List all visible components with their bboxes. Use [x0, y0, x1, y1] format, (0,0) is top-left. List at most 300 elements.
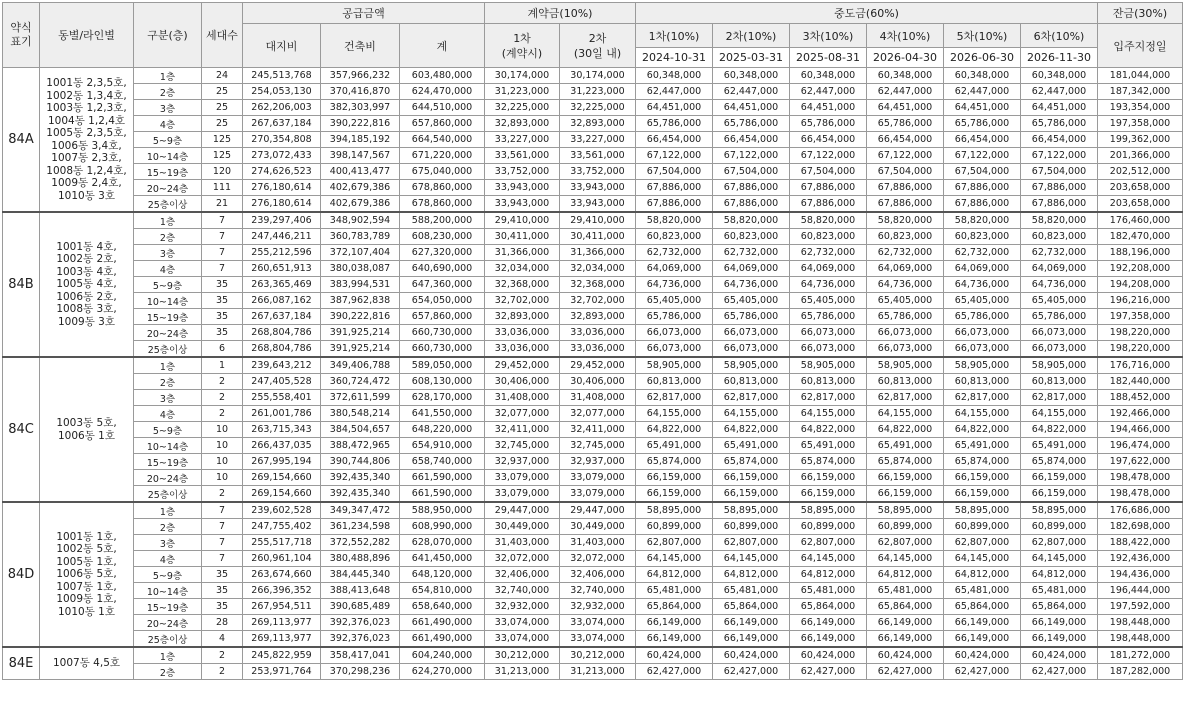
table-cell: 10 [202, 438, 243, 454]
table-cell: 188,452,000 [1098, 390, 1183, 406]
table-row [3, 422, 1183, 438]
table-cell: 239,602,528 [243, 502, 321, 519]
table-cell: 33,943,000 [485, 180, 560, 196]
table-cell: 678,860,000 [400, 180, 485, 196]
table-cell: 32,225,000 [560, 100, 636, 116]
table-cell: 7 [202, 212, 243, 229]
table-cell: 64,145,000 [867, 551, 944, 567]
table-cell: 33,036,000 [560, 325, 636, 341]
table-cell: 30,406,000 [560, 374, 636, 390]
table-cell: 266,087,162 [243, 293, 321, 309]
table-cell: 125 [202, 148, 243, 164]
table-cell: 66,159,000 [1021, 470, 1098, 486]
table-cell: 67,886,000 [1021, 196, 1098, 213]
table-cell: 65,481,000 [1021, 583, 1098, 599]
table-cell: 2층 [134, 84, 202, 100]
table-cell: 64,822,000 [790, 422, 867, 438]
table-cell: 604,240,000 [400, 647, 485, 664]
table-row [3, 180, 1183, 196]
table-cell: 64,145,000 [790, 551, 867, 567]
table-cell: 198,478,000 [1098, 470, 1183, 486]
table-cell: 33,227,000 [485, 132, 560, 148]
table-cell: 64,069,000 [790, 261, 867, 277]
table-cell: 65,864,000 [790, 599, 867, 615]
table-cell: 32,937,000 [485, 454, 560, 470]
table-cell: 60,823,000 [636, 229, 713, 245]
table-cell: 66,073,000 [636, 341, 713, 358]
table-cell: 7 [202, 229, 243, 245]
table-cell: 4층 [134, 406, 202, 422]
table-cell: 269,154,660 [243, 486, 321, 503]
table-cell: 60,813,000 [1021, 374, 1098, 390]
table-cell: 65,491,000 [867, 438, 944, 454]
table-cell: 25층이상 [134, 486, 202, 503]
table-cell: 192,208,000 [1098, 261, 1183, 277]
table-cell: 62,732,000 [944, 245, 1021, 261]
table-cell: 15~19층 [134, 454, 202, 470]
interim-date: 2024-10-31 [636, 48, 713, 68]
table-cell: 62,732,000 [790, 245, 867, 261]
table-cell: 202,512,000 [1098, 164, 1183, 180]
table-cell: 273,072,433 [243, 148, 321, 164]
table-cell: 32,893,000 [560, 116, 636, 132]
balance-header: 잔금(30%) [1098, 3, 1183, 24]
table-cell: 654,910,000 [400, 438, 485, 454]
table-cell: 193,354,000 [1098, 100, 1183, 116]
deposit-2-header: 2차 (30일 내) [560, 24, 636, 68]
table-cell: 30,212,000 [485, 647, 560, 664]
table-cell: 263,365,469 [243, 277, 321, 293]
table-cell: 266,396,352 [243, 583, 321, 599]
table-cell: 67,122,000 [790, 148, 867, 164]
table-cell: 33,036,000 [485, 341, 560, 358]
table-cell: 661,490,000 [400, 615, 485, 631]
table-row [3, 100, 1183, 116]
table-cell: 64,736,000 [713, 277, 790, 293]
table-cell: 58,820,000 [867, 212, 944, 229]
table-cell: 66,073,000 [713, 341, 790, 358]
table-cell: 62,817,000 [1021, 390, 1098, 406]
table-cell: 182,470,000 [1098, 229, 1183, 245]
table-cell: 400,413,477 [321, 164, 400, 180]
table-cell: 62,732,000 [867, 245, 944, 261]
table-cell: 32,932,000 [485, 599, 560, 615]
table-cell: 67,886,000 [944, 180, 1021, 196]
table-cell: 4층 [134, 261, 202, 277]
table-cell: 67,504,000 [1021, 164, 1098, 180]
table-cell: 60,813,000 [867, 374, 944, 390]
table-cell: 65,786,000 [790, 309, 867, 325]
table-cell: 197,358,000 [1098, 309, 1183, 325]
table-cell: 33,227,000 [560, 132, 636, 148]
table-cell: 66,073,000 [1021, 325, 1098, 341]
table-cell: 62,427,000 [1021, 664, 1098, 680]
table-cell: 65,405,000 [867, 293, 944, 309]
table-cell: 10~14층 [134, 148, 202, 164]
table-cell: 6 [202, 341, 243, 358]
table-cell: 255,558,401 [243, 390, 321, 406]
table-row [3, 551, 1183, 567]
table-row [3, 374, 1183, 390]
table-cell: 647,360,000 [400, 277, 485, 293]
table-cell: 29,410,000 [485, 212, 560, 229]
table-cell: 58,895,000 [790, 502, 867, 519]
table-row [3, 277, 1183, 293]
table-cell: 7 [202, 535, 243, 551]
table-cell: 67,122,000 [713, 148, 790, 164]
table-cell: 641,550,000 [400, 406, 485, 422]
table-cell: 380,038,087 [321, 261, 400, 277]
table-cell: 608,230,000 [400, 229, 485, 245]
table-row [3, 567, 1183, 583]
table-cell: 65,481,000 [867, 583, 944, 599]
table-cell: 66,159,000 [944, 486, 1021, 503]
table-cell: 64,736,000 [867, 277, 944, 293]
interim-date: 2026-06-30 [944, 48, 1021, 68]
table-cell: 65,491,000 [636, 438, 713, 454]
table-cell: 67,886,000 [867, 180, 944, 196]
table-cell: 62,447,000 [944, 84, 1021, 100]
table-cell: 198,220,000 [1098, 325, 1183, 341]
table-cell: 60,823,000 [867, 229, 944, 245]
table-cell: 390,744,806 [321, 454, 400, 470]
table-cell: 67,886,000 [713, 180, 790, 196]
table-cell: 20~24층 [134, 615, 202, 631]
table-cell: 29,452,000 [485, 357, 560, 374]
table-cell: 64,155,000 [636, 406, 713, 422]
table-cell: 245,513,768 [243, 68, 321, 84]
table-cell: 182,440,000 [1098, 374, 1183, 390]
table-cell: 7 [202, 519, 243, 535]
table-cell: 648,220,000 [400, 422, 485, 438]
table-cell: 35 [202, 309, 243, 325]
dong-line-header: 동별/라인별 [40, 3, 134, 68]
table-cell: 67,886,000 [790, 196, 867, 213]
table-cell: 60,823,000 [944, 229, 1021, 245]
type-code-cell: 84B [3, 212, 40, 357]
table-cell: 65,874,000 [1021, 454, 1098, 470]
table-cell: 58,895,000 [1021, 502, 1098, 519]
table-cell: 62,427,000 [713, 664, 790, 680]
table-cell: 176,716,000 [1098, 357, 1183, 374]
table-cell: 33,074,000 [485, 615, 560, 631]
table-cell: 2 [202, 664, 243, 680]
table-cell: 60,823,000 [713, 229, 790, 245]
table-cell: 4층 [134, 551, 202, 567]
table-cell: 32,740,000 [560, 583, 636, 599]
table-cell: 65,481,000 [636, 583, 713, 599]
table-cell: 31,223,000 [485, 84, 560, 100]
table-cell: 31,213,000 [560, 664, 636, 680]
table-cell: 198,448,000 [1098, 615, 1183, 631]
table-cell: 276,180,614 [243, 180, 321, 196]
table-cell: 62,817,000 [944, 390, 1021, 406]
dong-line-cell: 1003동 5호, 1006동 1호 [40, 357, 134, 502]
table-cell: 32,702,000 [485, 293, 560, 309]
table-cell: 269,113,977 [243, 631, 321, 648]
table-cell: 64,155,000 [790, 406, 867, 422]
table-cell: 239,643,212 [243, 357, 321, 374]
table-cell: 64,736,000 [1021, 277, 1098, 293]
table-row [3, 470, 1183, 486]
table-cell: 187,342,000 [1098, 84, 1183, 100]
table-cell: 2 [202, 390, 243, 406]
table-cell: 603,480,000 [400, 68, 485, 84]
table-cell: 30,174,000 [560, 68, 636, 84]
price-table [2, 2, 1183, 680]
table-cell: 267,637,184 [243, 116, 321, 132]
table-cell: 661,490,000 [400, 631, 485, 648]
table-cell: 25 [202, 116, 243, 132]
table-cell: 4 [202, 631, 243, 648]
table-cell: 58,895,000 [713, 502, 790, 519]
table-cell: 64,451,000 [867, 100, 944, 116]
table-cell: 35 [202, 599, 243, 615]
table-cell: 181,272,000 [1098, 647, 1183, 664]
table-cell: 245,822,959 [243, 647, 321, 664]
table-cell: 65,405,000 [790, 293, 867, 309]
table-cell: 10~14층 [134, 293, 202, 309]
table-cell: 1층 [134, 647, 202, 664]
table-cell: 32,411,000 [485, 422, 560, 438]
table-cell: 67,122,000 [944, 148, 1021, 164]
table-cell: 268,804,786 [243, 341, 321, 358]
table-cell: 64,155,000 [1021, 406, 1098, 422]
table-cell: 388,413,648 [321, 583, 400, 599]
table-cell: 60,348,000 [1021, 68, 1098, 84]
table-cell: 20~24층 [134, 180, 202, 196]
table-cell: 60,348,000 [867, 68, 944, 84]
interim-date: 2026-11-30 [1021, 48, 1098, 68]
table-cell: 65,786,000 [636, 116, 713, 132]
table-cell: 194,208,000 [1098, 277, 1183, 293]
table-cell: 65,491,000 [713, 438, 790, 454]
table-cell: 247,446,211 [243, 229, 321, 245]
table-cell: 65,405,000 [713, 293, 790, 309]
table-cell: 67,886,000 [1021, 180, 1098, 196]
table-cell: 62,807,000 [636, 535, 713, 551]
table-cell: 60,899,000 [944, 519, 1021, 535]
table-cell: 65,874,000 [944, 454, 1021, 470]
table-cell: 657,860,000 [400, 116, 485, 132]
table-row [3, 599, 1183, 615]
table-cell: 30,406,000 [485, 374, 560, 390]
table-cell: 1층 [134, 357, 202, 374]
table-cell: 67,504,000 [790, 164, 867, 180]
table-cell: 67,504,000 [713, 164, 790, 180]
table-cell: 29,447,000 [560, 502, 636, 519]
table-cell: 65,786,000 [1021, 116, 1098, 132]
table-cell: 62,427,000 [867, 664, 944, 680]
table-cell: 60,424,000 [1021, 647, 1098, 664]
table-cell: 247,405,528 [243, 374, 321, 390]
table-cell: 64,451,000 [1021, 100, 1098, 116]
table-cell: 60,348,000 [790, 68, 867, 84]
table-cell: 58,820,000 [1021, 212, 1098, 229]
table-cell: 66,149,000 [713, 615, 790, 631]
deposit-header: 계약금(10%) [485, 3, 636, 24]
table-cell: 65,405,000 [1021, 293, 1098, 309]
table-cell: 65,864,000 [1021, 599, 1098, 615]
table-cell: 372,611,599 [321, 390, 400, 406]
table-cell: 188,422,000 [1098, 535, 1183, 551]
table-row [3, 116, 1183, 132]
table-cell: 66,159,000 [1021, 486, 1098, 503]
table-cell: 660,730,000 [400, 341, 485, 358]
table-cell: 394,185,192 [321, 132, 400, 148]
table-cell: 402,679,386 [321, 196, 400, 213]
table-cell: 25층이상 [134, 341, 202, 358]
table-cell: 65,491,000 [1021, 438, 1098, 454]
table-cell: 67,122,000 [636, 148, 713, 164]
table-cell: 58,895,000 [867, 502, 944, 519]
table-cell: 62,807,000 [1021, 535, 1098, 551]
table-cell: 32,077,000 [560, 406, 636, 422]
table-cell: 32,406,000 [485, 567, 560, 583]
table-cell: 65,786,000 [713, 309, 790, 325]
table-cell: 60,424,000 [944, 647, 1021, 664]
table-row [3, 486, 1183, 503]
interim-label: 3차(10%) [790, 24, 867, 48]
table-row [3, 212, 1183, 229]
table-cell: 372,552,282 [321, 535, 400, 551]
table-cell: 31,403,000 [560, 535, 636, 551]
table-cell: 391,925,214 [321, 325, 400, 341]
table-cell: 654,050,000 [400, 293, 485, 309]
table-cell: 239,297,406 [243, 212, 321, 229]
table-cell: 196,444,000 [1098, 583, 1183, 599]
table-cell: 62,427,000 [944, 664, 1021, 680]
table-cell: 608,130,000 [400, 374, 485, 390]
table-cell: 67,504,000 [944, 164, 1021, 180]
table-cell: 263,674,660 [243, 567, 321, 583]
table-cell: 66,073,000 [944, 325, 1021, 341]
table-cell: 360,783,789 [321, 229, 400, 245]
table-cell: 387,962,838 [321, 293, 400, 309]
table-cell: 181,044,000 [1098, 68, 1183, 84]
table-cell: 60,424,000 [713, 647, 790, 664]
supply-price-header: 공급금액 [243, 3, 485, 24]
table-cell: 66,073,000 [944, 341, 1021, 358]
table-cell: 66,454,000 [790, 132, 867, 148]
table-cell: 67,504,000 [636, 164, 713, 180]
table-cell: 194,436,000 [1098, 567, 1183, 583]
table-cell: 64,451,000 [713, 100, 790, 116]
table-cell: 58,820,000 [636, 212, 713, 229]
table-row [3, 196, 1183, 213]
table-cell: 60,813,000 [713, 374, 790, 390]
table-cell: 32,368,000 [485, 277, 560, 293]
table-cell: 392,435,340 [321, 486, 400, 503]
table-cell: 32,893,000 [560, 309, 636, 325]
interim-label: 2차(10%) [713, 24, 790, 48]
table-cell: 392,376,023 [321, 631, 400, 648]
table-cell: 624,470,000 [400, 84, 485, 100]
table-cell: 33,079,000 [560, 470, 636, 486]
table-cell: 58,895,000 [636, 502, 713, 519]
table-cell: 65,874,000 [867, 454, 944, 470]
table-cell: 32,745,000 [560, 438, 636, 454]
table-cell: 66,159,000 [713, 470, 790, 486]
table-cell: 65,786,000 [867, 309, 944, 325]
land-header: 대지비 [243, 24, 321, 68]
table-cell: 15~19층 [134, 164, 202, 180]
table-cell: 111 [202, 180, 243, 196]
table-cell: 370,416,870 [321, 84, 400, 100]
table-cell: 361,234,598 [321, 519, 400, 535]
table-cell: 58,820,000 [944, 212, 1021, 229]
table-cell: 192,466,000 [1098, 406, 1183, 422]
table-cell: 60,348,000 [944, 68, 1021, 84]
table-cell: 187,282,000 [1098, 664, 1183, 680]
table-cell: 5~9층 [134, 422, 202, 438]
table-cell: 10 [202, 470, 243, 486]
table-cell: 35 [202, 567, 243, 583]
table-cell: 62,732,000 [713, 245, 790, 261]
interim-date: 2025-08-31 [790, 48, 867, 68]
table-cell: 66,073,000 [867, 341, 944, 358]
balance-date-header: 입주지정일 [1098, 24, 1183, 68]
table-cell: 384,445,340 [321, 567, 400, 583]
table-cell: 58,905,000 [1021, 357, 1098, 374]
table-cell: 60,813,000 [944, 374, 1021, 390]
table-cell: 67,886,000 [636, 180, 713, 196]
table-cell: 60,823,000 [790, 229, 867, 245]
table-cell: 402,679,386 [321, 180, 400, 196]
table-cell: 21 [202, 196, 243, 213]
table-cell: 66,159,000 [790, 470, 867, 486]
table-cell: 4층 [134, 116, 202, 132]
table-cell: 62,817,000 [713, 390, 790, 406]
table-cell: 67,886,000 [713, 196, 790, 213]
table-cell: 62,447,000 [1021, 84, 1098, 100]
table-cell: 60,348,000 [636, 68, 713, 84]
table-cell: 641,450,000 [400, 551, 485, 567]
table-cell: 58,905,000 [636, 357, 713, 374]
table-cell: 254,053,130 [243, 84, 321, 100]
table-cell: 67,122,000 [1021, 148, 1098, 164]
table-cell: 270,354,808 [243, 132, 321, 148]
table-row [3, 325, 1183, 341]
table-cell: 268,804,786 [243, 325, 321, 341]
table-cell: 58,820,000 [790, 212, 867, 229]
table-cell: 1층 [134, 502, 202, 519]
interim-date: 2026-04-30 [867, 48, 944, 68]
table-cell: 3층 [134, 245, 202, 261]
table-cell: 640,690,000 [400, 261, 485, 277]
table-cell: 65,481,000 [790, 583, 867, 599]
table-cell: 64,145,000 [636, 551, 713, 567]
table-cell: 64,145,000 [713, 551, 790, 567]
table-row [3, 309, 1183, 325]
table-cell: 120 [202, 164, 243, 180]
table-cell: 62,807,000 [713, 535, 790, 551]
table-row [3, 583, 1183, 599]
table-cell: 32,225,000 [485, 100, 560, 116]
table-cell: 10~14층 [134, 583, 202, 599]
table-cell: 32,702,000 [560, 293, 636, 309]
table-cell: 32,034,000 [560, 261, 636, 277]
table-cell: 197,592,000 [1098, 599, 1183, 615]
table-cell: 30,212,000 [560, 647, 636, 664]
table-cell: 64,812,000 [1021, 567, 1098, 583]
table-cell: 644,510,000 [400, 100, 485, 116]
table-cell: 349,406,788 [321, 357, 400, 374]
table-cell: 30,411,000 [485, 229, 560, 245]
table-cell: 65,491,000 [944, 438, 1021, 454]
table-cell: 28 [202, 615, 243, 631]
table-cell: 33,079,000 [485, 486, 560, 503]
